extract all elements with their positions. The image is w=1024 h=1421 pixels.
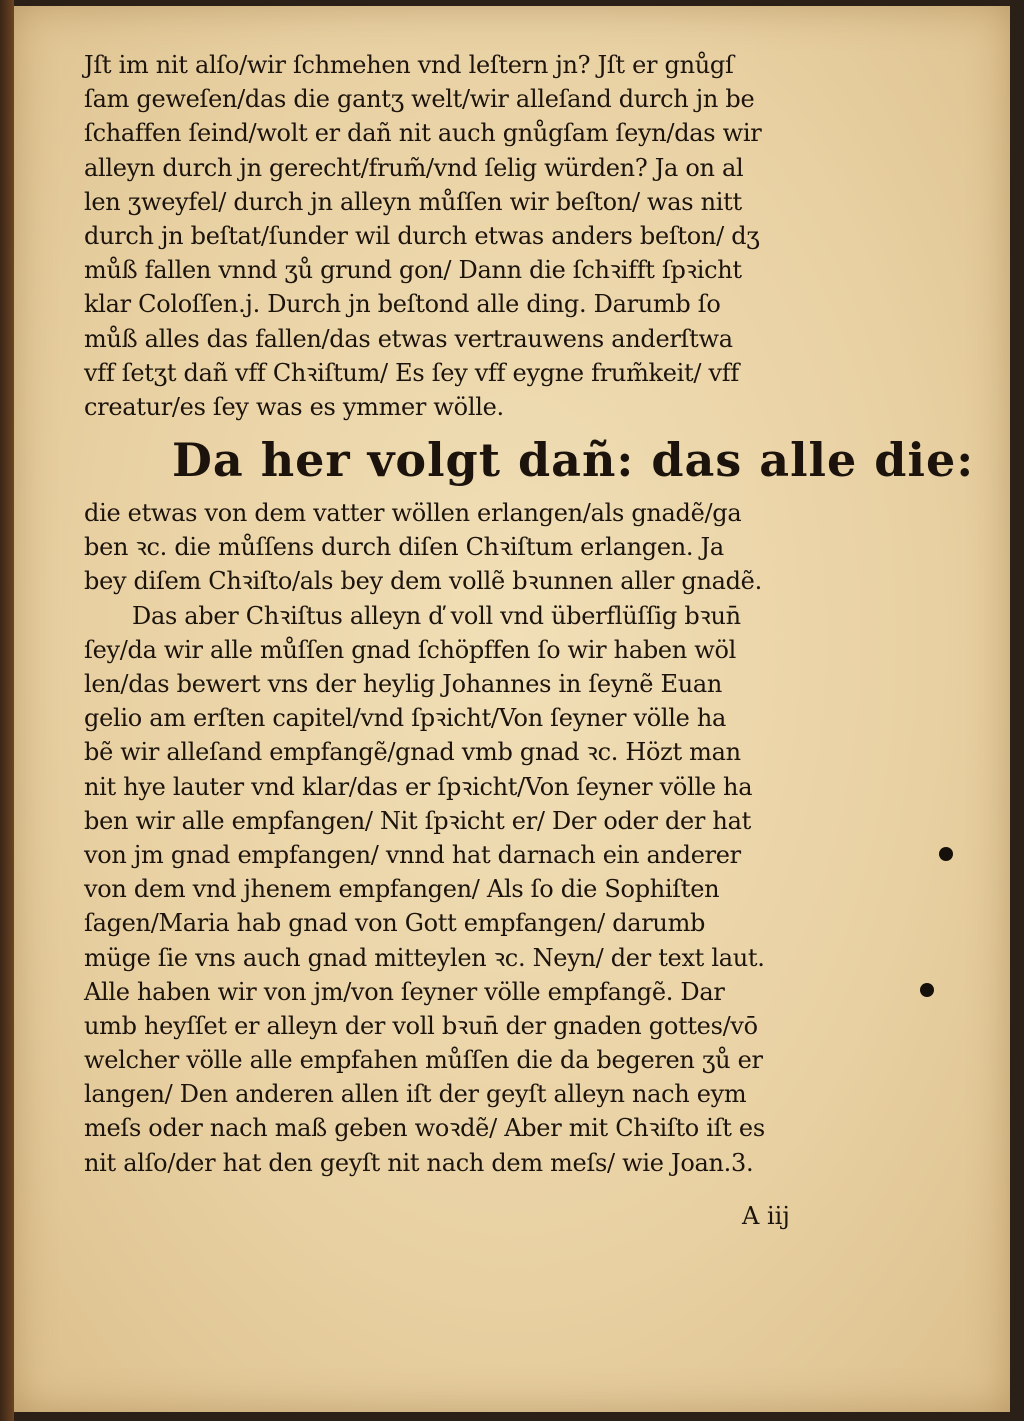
signature-mark: A iij	[742, 1202, 790, 1230]
text-line: welcher völle alle empfahen můſſen die da begeren ʒů er	[84, 1046, 763, 1075]
ink-dot	[920, 983, 934, 997]
text-line: ben wir alle empfangen/ Nit ſpꝛicht er/ Der oder der hat	[84, 806, 751, 835]
text-line: vff ſetʒt dañ vff Chꝛiſtum/ Es ſey vff eygne frum̃keit/ vff	[84, 358, 739, 387]
book-page	[14, 6, 1010, 1412]
text-line: nit alſo/der hat den geyſt nit nach dem meſs/ wie Joan.3.	[84, 1148, 754, 1177]
text-line: meſs oder nach maß geben woꝛdẽ/ Aber mit Chꝛiſto iſt es	[84, 1114, 765, 1143]
text-line: ben ꝛc. die můſſens durch diſen Chꝛiſtum erlangen. Ja	[84, 533, 724, 562]
text-line: von jm gnad empfangen/ vnnd hat darnach ein anderer	[84, 840, 741, 869]
text-line: můß fallen vnnd ʒů grund gon/ Dann die ſchꝛifft ſpꝛicht	[84, 256, 742, 285]
text-line: ſey/da wir alle můſſen gnad ſchöpffen ſo wir haben wöl	[84, 635, 737, 664]
text-line: len/das bewert vns der heylig Johannes in ſeynẽ Euan	[84, 670, 723, 698]
text-line: klar Coloſſen.j. Durch jn beſtond alle ding. Darumb ſo	[84, 290, 721, 319]
text-line: gelio am erſten capitel/vnd ſpꝛicht/Von ſeyner völle ha	[84, 704, 727, 733]
text-line: alleyn durch jn gerecht/frum̃/vnd ſelig würden? Ja on al	[84, 153, 744, 182]
text-line: ſchaffen ſeind/wolt er dañ nit auch gnůgſam ſeyn/das wir	[84, 119, 762, 148]
text-line: creatur/es ſey was es ymmer wölle.	[84, 392, 504, 421]
text-line: umb heyſſet er alleyn der voll bꝛun̄ der gnaden gottes/vō	[84, 1011, 758, 1040]
text-line: die etwas von dem vatter wöllen erlangen/als gnadẽ/ga	[84, 499, 742, 528]
page-text-block	[84, 48, 975, 1180]
text-line: müge ſie vns auch gnad mitteylen ꝛc. Neyn/ der text laut.	[84, 943, 765, 972]
text-line: ſagen/Maria hab gnad von Gott empfangen/ darumb	[84, 909, 706, 938]
ink-dot	[939, 847, 953, 861]
text-line: nit hye lauter vnd klar/das er ſpꝛicht/Von ſeyner völle ha	[84, 772, 753, 801]
section-heading: Da her volgt dañ: das alle die:	[172, 433, 975, 488]
text-line: Das aber Chꝛiſtus alleyn ď voll vnd überflüſſig bꝛun̄	[132, 601, 741, 630]
text-line: langen/ Den anderen allen iſt der geyſt alleyn nach eym	[84, 1080, 747, 1109]
text-line: durch jn beſtat/ſunder wil durch etwas anders beſton/ dʒ	[84, 221, 760, 250]
book-spine-edge	[0, 0, 14, 1421]
text-line: von dem vnd jhenem empfangen/ Als ſo die Sophiſten	[84, 875, 720, 904]
text-line: len ʒweyfel/ durch jn alleyn můſſen wir beſton/ was nitt	[84, 187, 742, 216]
text-line: můß alles das fallen/das etwas vertrauwens anderſtwa	[84, 324, 733, 353]
text-line: bey diſem Chꝛiſto/als bey dem vollẽ bꝛunnen aller gnadẽ.	[84, 567, 762, 596]
text-line: bẽ wir alleſand empfangẽ/gnad vmb gnad ꝛc. Hözt man	[84, 738, 741, 767]
text-line: Jſt im nit alſo/wir ſchmehen vnd leſtern jn? Jſt er gnůgſ	[84, 51, 734, 79]
text-line: ſam geweſen/das die gantʒ welt/wir alleſand durch jn be	[84, 85, 755, 114]
text-line: Alle haben wir von jm/von ſeyner völle empfangẽ. Dar	[84, 977, 725, 1006]
